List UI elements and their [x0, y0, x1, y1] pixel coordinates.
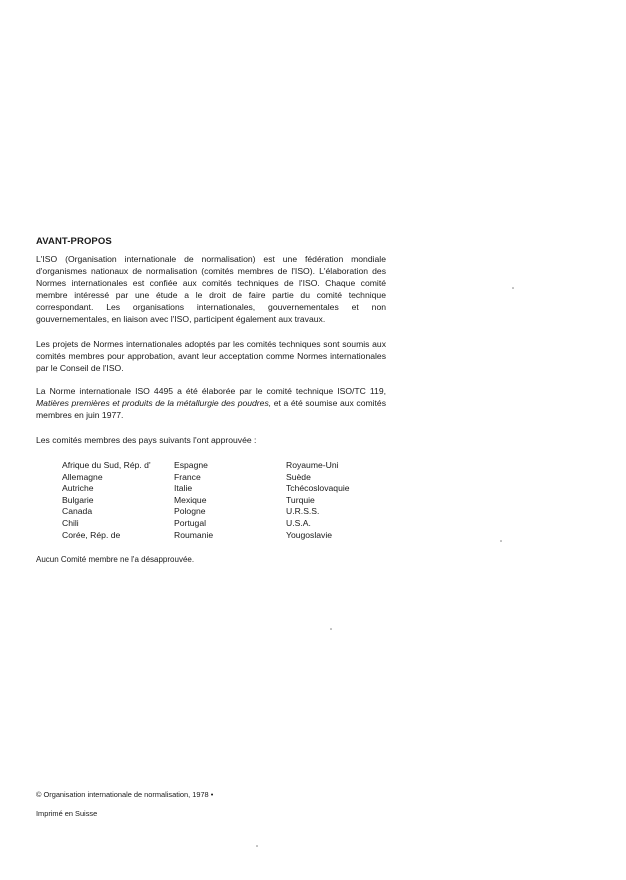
country-item: Chili — [62, 517, 79, 528]
country-item: Tchécoslovaquie — [286, 483, 350, 494]
countries-column-3 — [286, 460, 406, 541]
printed-in-notice: Imprimé en Suisse — [36, 809, 98, 818]
country-item: Corée, Rép. de — [62, 529, 121, 540]
countries-column-2 — [174, 460, 286, 541]
country-item: Turquie — [286, 494, 315, 505]
paragraph-standard-origin-part2: et a été soumise aux comités membres en juin 1977. — [36, 398, 387, 420]
country-item: Suède — [286, 471, 311, 482]
committee-title: Matières premières et produits de la métallurgie des poudres, — [36, 398, 272, 408]
country-item: U.R.S.S. — [286, 506, 320, 517]
country-item: Portugal — [174, 517, 207, 528]
country-item: Canada — [62, 506, 93, 517]
scan-speck — [500, 540, 502, 542]
country-item: Yougoslavie — [286, 529, 333, 540]
country-item: Espagne — [174, 460, 208, 470]
scan-speck — [256, 845, 258, 847]
country-item: Roumanie — [174, 529, 214, 540]
closing-statement: Aucun Comité membre ne l'a désapprouvée. — [36, 555, 195, 564]
scan-speck — [512, 287, 514, 289]
copyright-notice: © Organisation internationale de normalisation, 1978 • — [36, 790, 214, 799]
country-item: U.S.A. — [286, 517, 311, 528]
country-item: Royaume-Uni — [286, 460, 339, 470]
paragraph-iso-intro: L'ISO (Organisation internationale de normalisation) est une fédération mondiale d'organismes nationaux de normalisation (comités membres de l'ISO). L'élaboration des Normes internationales est confiée aux comités techniques de l'ISO. Chaque comité membre intéressé par une étude a le droit de faire partie du comité technique correspondant. Les organisations internationales, gouvernementales et non gouvernementales, en liaison avec l'ISO, participent également aux travaux. — [36, 254, 386, 324]
section-heading: AVANT-PROPOS — [36, 236, 112, 247]
country-item: Mexique — [174, 494, 207, 505]
country-item: Autriche — [62, 483, 94, 494]
country-item: France — [174, 471, 201, 482]
country-item: Afrique du Sud, Rép. d' — [62, 460, 151, 470]
paragraph-standard-origin — [36, 385, 386, 421]
approval-lead: Les comités membres des pays suivants l'ont approuvée : — [36, 435, 257, 445]
paragraph-draft-standards: Les projets de Normes internationales adoptés par les comités techniques sont soumis aux comités membres pour approbation, avant leur acceptation comme Normes internationales par le Conseil de l'ISO. — [36, 339, 386, 373]
country-item: Italie — [174, 483, 193, 494]
country-item: Allemagne — [62, 471, 103, 482]
paragraph-standard-origin-part1: La Norme internationale ISO 4495 a été élaborée par le comité technique ISO/TC 119, — [36, 386, 386, 396]
countries-list — [62, 460, 406, 541]
country-item: Bulgarie — [62, 494, 94, 505]
scan-speck — [330, 628, 332, 630]
countries-column-1 — [62, 460, 174, 541]
country-item: Pologne — [174, 506, 206, 517]
